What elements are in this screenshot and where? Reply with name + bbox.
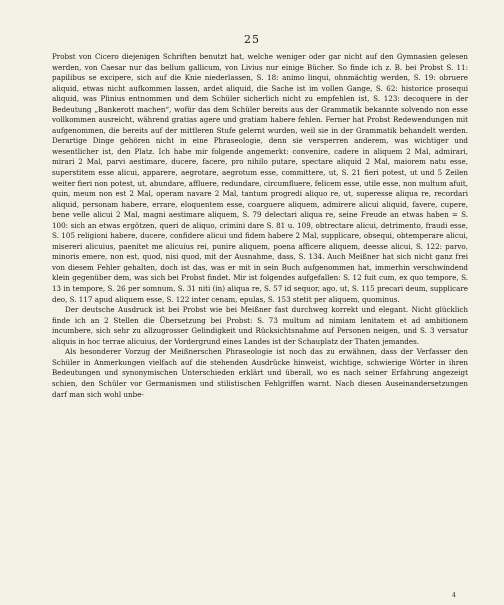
paragraph-3: Als besonderer Vorzug der Meißnerschen Phraseologie ist noch das zu erwähnen, dass der Verfasser den Schüler in Anmerkungen vielfach auf die stehenden Ausdrücke hinweist, wichtige, schwierige Wörter in ihren Bedeutungen und synonymischen Unterschieden erklärt und überall, wo es nach seiner Erfahrung angezeigt schien, den Schüler vor Germanismen und stilistischen Fehlgriffen warnt. Nach diesen Auseinandersetzungen darf man sich wohl unbe-: [52, 347, 468, 399]
body-text: [52, 52, 468, 400]
page-number: 25: [244, 33, 260, 46]
signature-mark: 4: [452, 592, 456, 599]
paragraph-2: Der deutsche Ausdruck ist bei Probst wie bei Meißner fast durchweg korrekt und elegant. Nicht glücklich finde ich an 2 Stellen die Übersetzung bei Probst: S. 73 multum ad nimiam lenitatem et ad ambitionem incumbere, sich sehr zu allzugrosser Gelindigkeit und Rücksichtsnahme auf Personen neigen, und S. 3 versatur aliquis in hoc terrae alicuius, der Vordergrund eines Landes ist der Schauplatz der Thaten jemandes.: [52, 305, 468, 346]
paragraph-1: Probst von Cicero diejenigen Schriften benutzt hat, welche weniger oder gar nicht auf den Gymnasien gelesen werden, von Caesar nur das bellum gallicum, von Livius nur einige Bücher. So finde ich z. B. bei Probst S. 11: papilibus se excipere, sich auf die Knie niederlassen, S. 18: animo linqui, ohnmächtig werden, S. 19: obruere aliquid, etwas nicht aufkommen lassen, ardet aliquid, die Sache ist im vollen Gange, S. 62: historice prosequi aliquid, was Plinius entnommen und dem Schüler sicherlich nicht zu empfehlen ist, S. 123: decoquere in der Bedeutung „Bankerott machen“, wofür das dem Schüler bereits aus der Grammatik bekannte solvendo non esse vollkommen ausreicht, während gratias agere und gratiam habere fehlen. Ferner hat Probst Redewendungen mit aufgenommen, die bereits auf der mittleren Stufe gelernt wurden, weil sie in der Grammatik behandelt werden. Derartige Dinge gehören nicht in eine Phraseologie, denn sie versperren anderem, was wichtiger und wesentlicher ist, den Platz. Ich habe mir folgende angemerkt: convenire, cadere in aliquem 2 Mal, admirari, mirari 2 Mal, parvi aestimare, ducere, facere, pro nihilo putare, spectare aliquid 2 Mal, maiorem natu esse, superstitem esse alicui, apparere, aegrotare, aegrotum esse, committere, ut, S. 21 fieri potest, ut und 5 Zeilen weiter fieri non potest, ut, abundare, affluere, redundare, circumfluere, felicem esse, utile esse, non multum afuit, quin, meum non est 2 Mal, operam navare 2 Mal, tantum progredi aliquo re, ut, superesse aliqua re, recordari aliquid, personam habere, errare, eloquentem esse, coarguere aliquem, admirere alicui aliquid, favere, cupere, bene velle alicui 2 Mal, magni aestimare aliquem, S. 79 delectari aliqua re, seine Freude an etwas haben = S. 100: sich an etwas ergötzen, queri de aliquo, crimini dare S. 81 u. 109, obtrectare alicui, detrimento, fraudi esse, S. 105 religioni habere, ducere, confidere alicui und fidem habere 2 Mal, supplicare, obsequi, obtemperare alicui, misereri alicuius, paenitet me alicuius rei, punire aliquem, poena afficere aliquem, deesse alicui, S. 122: parvo, minoris emere, non est, quod, nisi quod, mit der Ausnahme, dass, S. 134. Auch Meißner hat sich nicht ganz frei von diesem Fehler gehalten, doch ist das, was er mit in sein Buch aufgenommen hat, immerhin verschwindend klein gegenüber dem, was sich bei Probst findet. Mir ist folgendes aufgefallen: S. 12 fuit cum, ex quo tempore, S. 13 in tempore, S. 26 per somnum, S. 31 niti (in) aliqua re, S. 57 id sequor, ago, ut, S. 115 precari deum, supplicare deo, S. 117 apud aliquem esse, S. 122 inter cenam, epulas, S. 153 stetit per aliquem, quominus.: [52, 52, 468, 304]
